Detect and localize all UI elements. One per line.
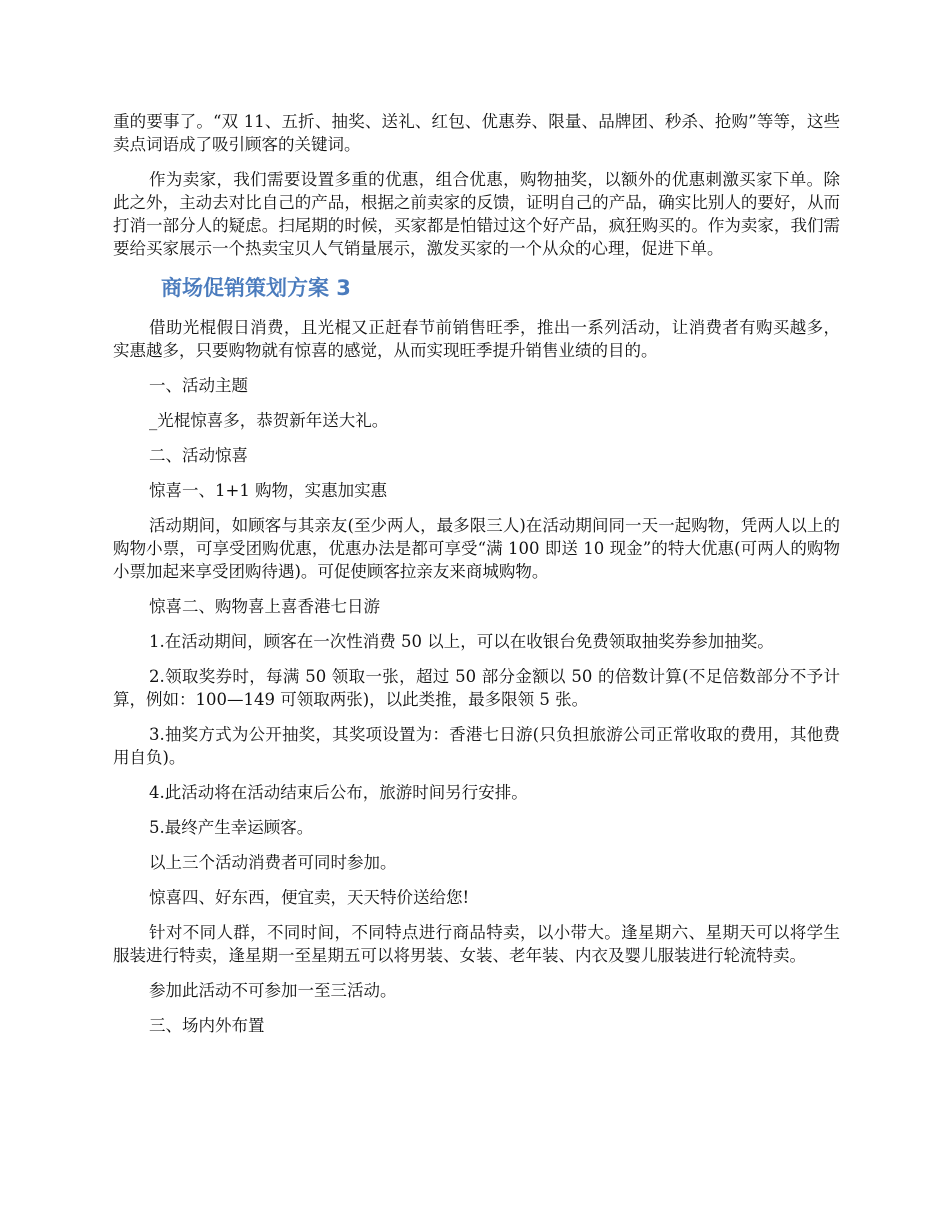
- subheading-venue-layout: 三、场内外布置: [149, 1016, 265, 1035]
- section-title: 商场促销策划方案 3: [161, 276, 351, 300]
- body-paragraph: 借助光棍假日消费，且光棍又正赶春节前销售旺季，推出一系列活动，让消费者有购买越多，实惠越多，只要购物就有惊喜的感觉，从而实现旺季提升销售业绩的目的。: [113, 318, 840, 360]
- list-item: 3.抽奖方式为公开抽奖，其奖项设置为：香港七日游(只负担旅游公司正常收取的费用，其他费用自负)。: [113, 725, 840, 767]
- body-paragraph: 惊喜四、好东西，便宜卖，天天特价送给您!: [149, 888, 470, 907]
- intro-paragraph: 作为卖家，我们需要设置多重的优惠，组合优惠，购物抽奖，以额外的优惠刺激买家下单。除此之外，主动去对比自己的产品，根据之前卖家的反馈，证明自己的产品，确实比别人的要好，从而打消一部分人的疑虑。扫尾期的时候，买家都是怕错过这个好产品，疯狂购买的。作为卖家，我们需要给买家展示一个热卖宝贝人气销量展示，激发买家的一个从众的心理，促进下单。: [113, 170, 840, 258]
- body-paragraph: 参加此活动不可参加一至三活动。: [149, 981, 397, 1000]
- list-item: 2.领取奖券时，每满 50 领取一张，超过 50 部分金额以 50 的倍数计算(不足倍数部分不予计算，例如：100—149 可领取两张)，以此类推，最多限领 5 张。: [113, 667, 840, 709]
- body-paragraph: 惊喜一、1+1 购物，实惠加实惠: [149, 481, 388, 500]
- subheading-activity-surprises: 二、活动惊喜: [149, 446, 248, 465]
- list-item: 4.此活动将在活动结束后公布，旅游时间另行安排。: [149, 783, 528, 802]
- body-paragraph: 针对不同人群，不同时间，不同特点进行商品特卖，以小带大。逢星期六、星期天可以将学生服装进行特卖，逢星期一至星期五可以将男装、女装、老年装、内衣及婴儿服装进行轮流特卖。: [113, 923, 840, 965]
- list-item: 5.最终产生幸运顾客。: [149, 818, 314, 837]
- document-page: [113, 110, 840, 1049]
- body-paragraph: _光棍惊喜多，恭贺新年送大礼。: [149, 411, 389, 430]
- list-item: 1.在活动期间，顾客在一次性消费 50 以上，可以在收银台免费领取抽奖券参加抽奖。: [149, 632, 774, 651]
- body-paragraph: 活动期间，如顾客与其亲友(至少两人，最多限三人)在活动期间同一天一起购物，凭两人以上的购物小票，可享受团购优惠，优惠办法是都可享受“满 100 即送 10 现金”的特大优惠(可两人的购物小票加起来享受团购待遇)。可促使顾客拉亲友来商城购物。: [113, 516, 840, 581]
- body-paragraph: 以上三个活动消费者可同时参加。: [149, 853, 397, 872]
- subheading-activity-theme: 一、活动主题: [149, 376, 248, 395]
- intro-paragraph: 重的要事了。“双 11、五折、抽奖、送礼、红包、优惠券、限量、品牌团、秒杀、抢购”等等，这些卖点词语成了吸引顾客的关键词。: [113, 112, 840, 154]
- body-paragraph: 惊喜二、购物喜上喜香港七日游: [149, 597, 380, 616]
